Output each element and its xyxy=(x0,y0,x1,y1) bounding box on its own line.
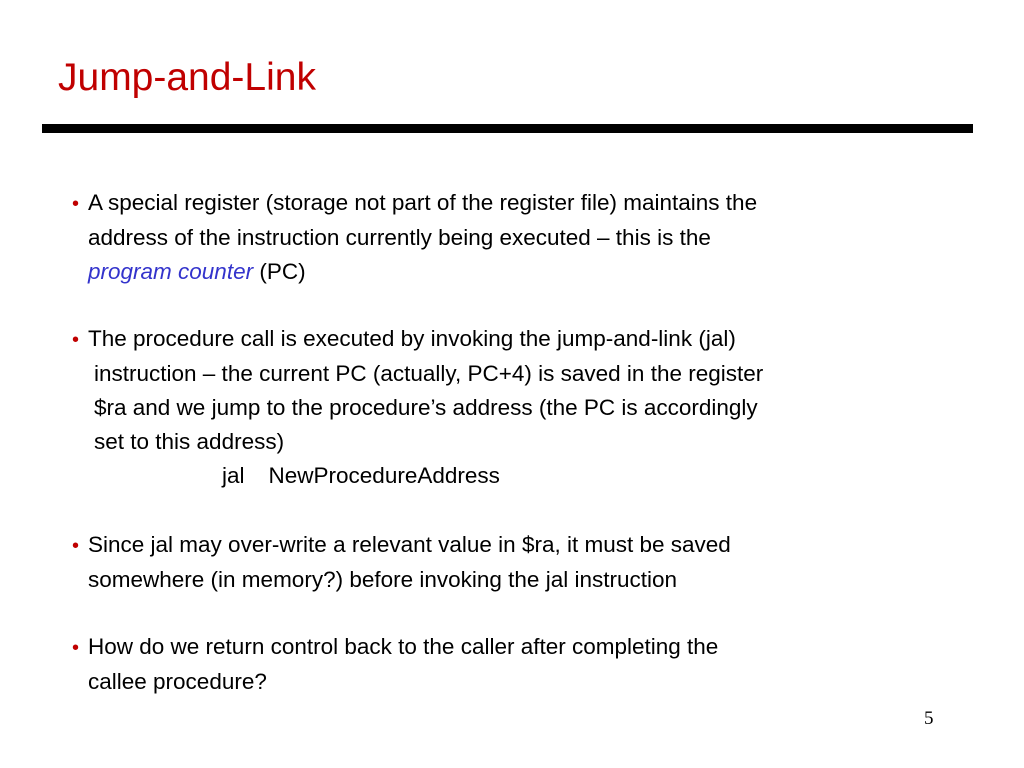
bullet-4 xyxy=(72,630,952,699)
bullet-4-line-2: callee procedure? xyxy=(88,669,267,694)
title-underline-rule xyxy=(42,124,973,133)
bullet-2 xyxy=(72,322,952,493)
bullet-dot-icon: • xyxy=(72,329,80,351)
bullet-2-line-1 xyxy=(72,322,952,357)
bullet-3 xyxy=(72,528,952,597)
bullet-1-line-2: address of the instruction currently being executed – this is the xyxy=(88,225,711,250)
bullet-4-line-1 xyxy=(72,630,952,665)
bullet-2-line-4: set to this address) xyxy=(94,429,285,454)
bullet-3-text-1: Since jal may over-write a relevant value in $ra, it must be saved xyxy=(88,532,731,557)
bullet-dot-icon: • xyxy=(72,637,80,659)
bullet-dot-icon: • xyxy=(72,193,80,215)
pc-suffix: (PC) xyxy=(253,259,306,284)
slide-title: Jump-and-Link xyxy=(58,56,316,99)
bullet-1-text-1: A special register (storage not part of the register file) maintains the xyxy=(88,190,758,215)
bullet-2-line-2: instruction – the current PC (actually, PC+4) is saved in the register xyxy=(94,361,764,386)
code-arg: NewProcedureAddress xyxy=(268,463,500,488)
bullet-1 xyxy=(72,186,952,289)
bullet-1-line-1 xyxy=(72,186,952,221)
bullet-1-line-3 xyxy=(72,255,952,289)
bullet-3-line-1 xyxy=(72,528,952,563)
bullet-3-line-2: somewhere (in memory?) before invoking the jal instruction xyxy=(88,567,678,592)
code-op: jal xyxy=(222,463,245,488)
bullet-4-text-1: How do we return control back to the caller after completing the xyxy=(88,634,719,659)
bullet-2-line-3: $ra and we jump to the procedure’s address (the PC is accordingly xyxy=(94,395,758,420)
bullet-2-text-1: The procedure call is executed by invoking the jump-and-link (jal) xyxy=(88,326,736,351)
page-number: 5 xyxy=(924,708,934,729)
bullet-dot-icon: • xyxy=(72,535,80,557)
program-counter-term: program counter xyxy=(88,259,254,284)
code-example xyxy=(72,459,952,493)
